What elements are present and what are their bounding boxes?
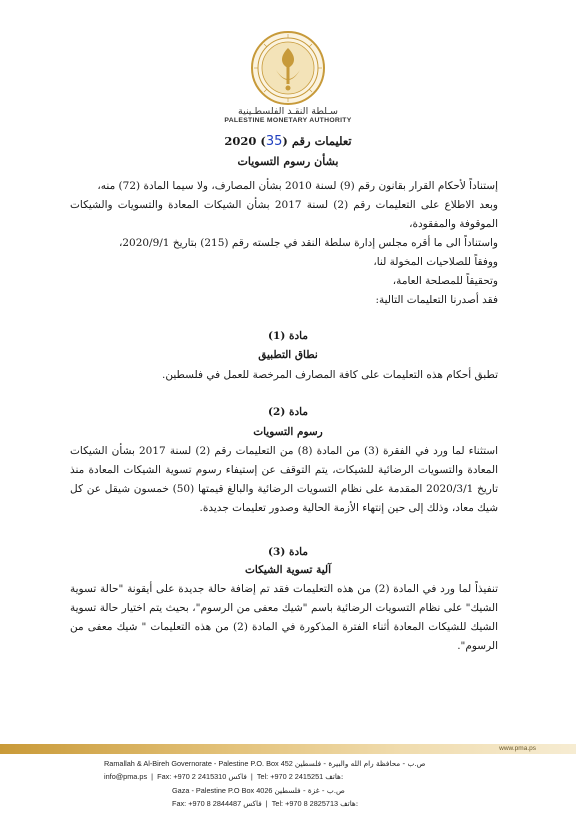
footer-fax: Fax: +970 2 2415310 <box>157 772 227 781</box>
document-subtitle: بشأن رسوم التسويات <box>237 155 339 168</box>
article-2-body: استثناء لما ورد في الفقرة (3) من المادة (8) من التعليمات رقم (2) لسنة 2017 بشأن الشيكات المعادة والتسويات الرضائية للشيكات، يتم التوقف عن إستيفاء رسوم تسوية الشيكات المعادة منذ تاريخ 2020/3/1 المقدمة على نظام التسويات الرضائية والبالغ قيمتها (50) خمسون شيقل عن كل شيك معاد، وذلك إلى حين إنتهاء الأزمة الحالية وصدور تعليمات جديدة. <box>70 445 499 514</box>
footer-contacts-ramallah: info@pma.ps | Fax: +970 2 2415310 فاكس | Tel: +970 2 2415251 هاتف: <box>104 772 344 781</box>
handwritten-instruction-number: 35 <box>265 134 283 149</box>
footer-website: www.pma.ps <box>499 745 536 752</box>
preamble-line: واستناداً الى ما أقره مجلس إدارة سلطة النقد في جلسته رقم (215) بتاريخ 2020/9/1، <box>118 237 498 249</box>
footer-gold-bar <box>0 744 576 754</box>
article-1-heading: نطاق التطبيق <box>258 349 318 361</box>
footer-email: info@pma.ps <box>104 772 148 781</box>
footer-address-ramallah <box>104 759 425 768</box>
footer-gaza-fax: Fax: +970 8 2844487 <box>172 799 242 808</box>
footer-gaza-ar: ص.ب - غزة - فلسطين <box>274 786 345 795</box>
footer-tel-ar: هاتف: <box>325 772 344 781</box>
footer-gaza-tel: Tel: +970 8 2825713 <box>271 799 339 808</box>
org-name-english: PALESTINE MONETARY AUTHORITY <box>224 117 352 124</box>
footer-address-ar: ص.ب - محافظة رام الله والبيرة - فلسطين <box>294 759 426 768</box>
article-2-heading: رسوم التسويات <box>253 426 323 438</box>
preamble-line: فقد أصدرنا التعليمات التالية: <box>375 294 498 306</box>
title-suffix: ) 2020 <box>224 134 266 148</box>
footer-fax-ar: فاكس <box>228 772 247 781</box>
preamble <box>70 177 498 310</box>
document-title <box>0 134 576 149</box>
article-3-number: مادة (3) <box>268 546 308 558</box>
footer-gaza-tel-ar: هاتف: <box>340 799 359 808</box>
footer-contacts-gaza: Fax: +970 8 2844487 فاكس | Tel: +970 8 2825713 هاتف: <box>172 799 359 808</box>
article-1-body: تطبق أحكام هذه التعليمات على كافة المصارف المرخصة للعمل في فلسطين. <box>162 369 498 381</box>
pma-seal-logo <box>250 30 326 106</box>
preamble-line: وبعد الاطلاع على التعليمات رقم (2) لسنة 2017 بشأن الشيكات المعادة والتسويات والشيكات الموقوفة والمفقودة، <box>70 199 498 230</box>
article-3-body: تنفيذاً لما ورد في المادة (2) من هذه التعليمات فقد تم إضافة حالة جديدة على أيقونة "حالة تسوية الشيك" على نظام التسويات الرضائية باسم "شيك معفى من الرسوم"، بحيث يتم اختيار حالة تسوية الشيك للشيكات المعادة أثناء الفترة المذكورة في المادة (2) من هذه التعليمات " شيك معفى من الرسوم". <box>70 583 498 652</box>
footer-address-gaza <box>172 786 345 795</box>
footer-tel: Tel: +970 2 2415251 <box>256 772 324 781</box>
preamble-line: إستناداً لأحكام القرار بقانون رقم (9) لسنة 2010 بشأن المصارف، ولا سيما المادة (72) منه، <box>97 180 498 192</box>
footer-gaza-fax-ar: فاكس <box>243 799 262 808</box>
footer-gaza-en: Gaza - Palestine P.O Box 4026 <box>172 786 273 795</box>
title-prefix: تعليمات رقم ( <box>282 134 352 148</box>
preamble-line: ووفقاً للصلاحيات المخولة لنا، <box>373 256 498 268</box>
footer-address-en: Ramallah & Al-Bireh Governorate - Palestine P.O. Box 452 <box>104 759 293 768</box>
article-1-number: مادة (1) <box>268 330 308 342</box>
org-name-arabic: سـلطة النقـد الفلسطـينية <box>237 106 339 117</box>
article-2-number: مادة (2) <box>268 406 308 418</box>
article-3-heading: آلية تسوية الشيكات <box>244 564 332 576</box>
preamble-line: وتحقيقاً للمصلحة العامة، <box>392 275 498 287</box>
